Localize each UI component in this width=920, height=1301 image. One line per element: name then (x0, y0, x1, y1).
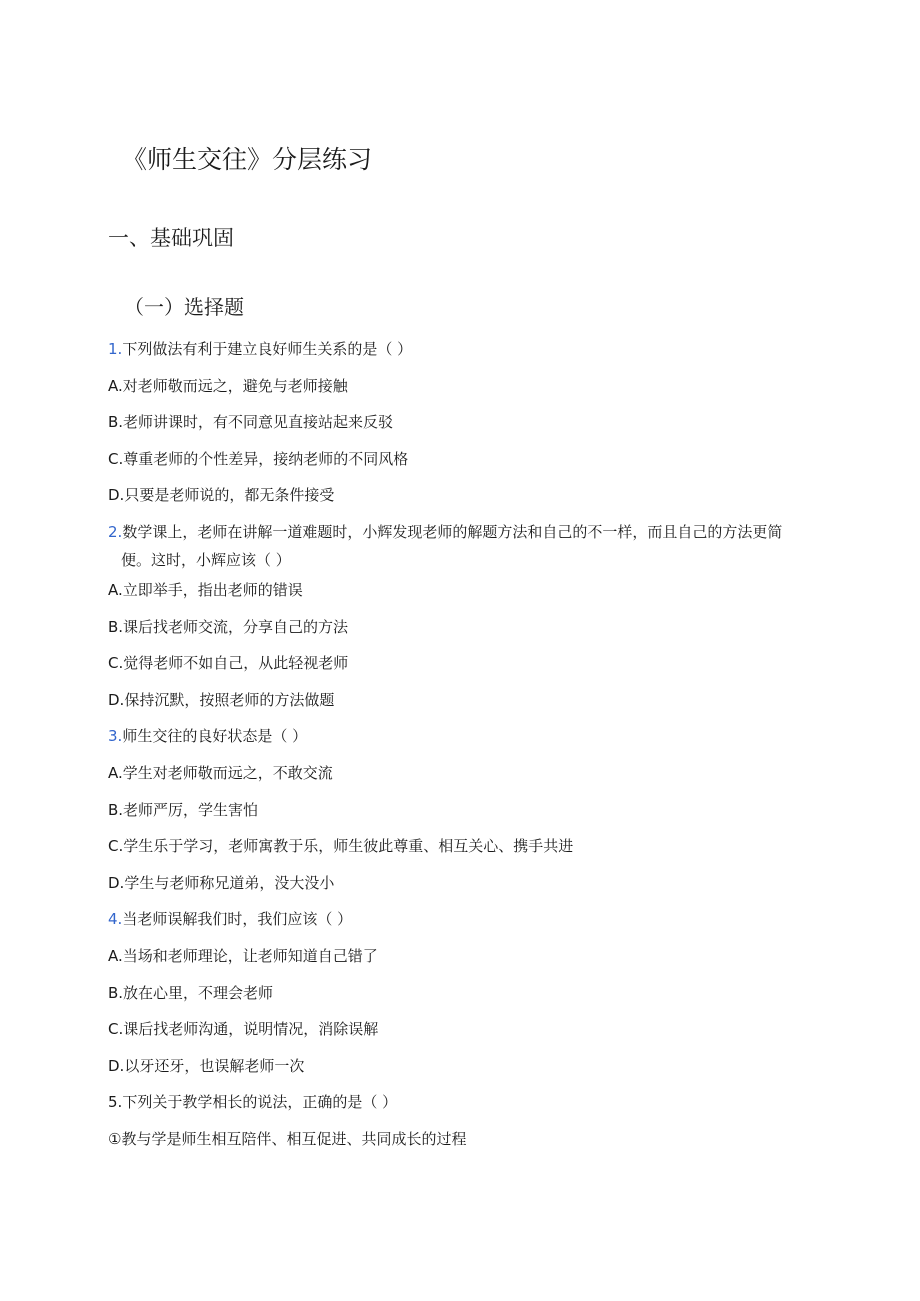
answer-option: A.当场和老师理论，让老师知道自己错了 (108, 946, 378, 965)
question-stem (108, 1091, 808, 1128)
answer-option: A.对老师敬而远之，避免与老师接触 (108, 376, 348, 395)
answer-option: A.学生对老师敬而远之，不敢交流 (108, 763, 333, 782)
answer-option: B.老师讲课时，有不同意见直接站起来反驳 (108, 413, 394, 432)
answer-option: D.以牙还牙，也误解老师一次 (108, 1056, 305, 1075)
answer-option: D.只要是老师说的，都无条件接受 (108, 486, 335, 505)
section-heading: 一、基础巩固 (108, 226, 234, 250)
answer-option: C.学生乐于学习，老师寓教于乐，师生彼此尊重、相互关心、携手共进 (108, 837, 574, 856)
page-title: 《师生交往》分层练习 (122, 145, 373, 174)
question-stem (108, 338, 808, 375)
question-number: 3. (108, 727, 123, 746)
question-number: 5. (108, 1093, 123, 1112)
question-text: 下列关于教学相长的说法，正确的是（ ） (122, 1093, 398, 1112)
answer-option: A.立即举手，指出老师的错误 (108, 580, 303, 599)
question-stem (108, 725, 808, 762)
question-text: 下列做法有利于建立良好师生关系的是（ ） (122, 340, 413, 358)
answer-option: D.保持沉默，按照老师的方法做题 (108, 690, 335, 709)
subsection-heading: （一）选择题 (124, 295, 244, 319)
question-number: 2. (108, 522, 123, 541)
question-number: 4. (108, 910, 123, 929)
question-stem (108, 518, 808, 574)
answer-option: C.觉得老师不如自己，从此轻视老师 (108, 654, 349, 673)
answer-option: D.学生与老师称兄道弟，没大没小 (108, 873, 335, 892)
question-text: 师生交往的良好状态是（ ） (122, 727, 308, 746)
question-text: 数学课上，老师在讲解一道难题时，小辉发现老师的解题方法和自己的不一样，而且自己的方法更简便。这时，小辉应该（ ） (121, 522, 783, 569)
answer-option: C.尊重老师的个性差异，接纳老师的不同风格 (108, 449, 409, 468)
question-stem (108, 908, 808, 945)
answer-option: B.课后找老师交流，分享自己的方法 (108, 617, 349, 636)
answer-option: B.老师严厉，学生害怕 (108, 800, 259, 819)
answer-option: ①教与学是师生相互陪伴、相互促进、共同成长的过程 (108, 1129, 467, 1148)
question-number: 1. (108, 340, 123, 358)
question-text: 当老师误解我们时，我们应该（ ） (122, 910, 353, 929)
answer-option: C.课后找老师沟通，说明情况，消除误解 (108, 1020, 379, 1039)
question-list (108, 338, 808, 1164)
answer-option: B.放在心里，不理会老师 (108, 983, 274, 1002)
